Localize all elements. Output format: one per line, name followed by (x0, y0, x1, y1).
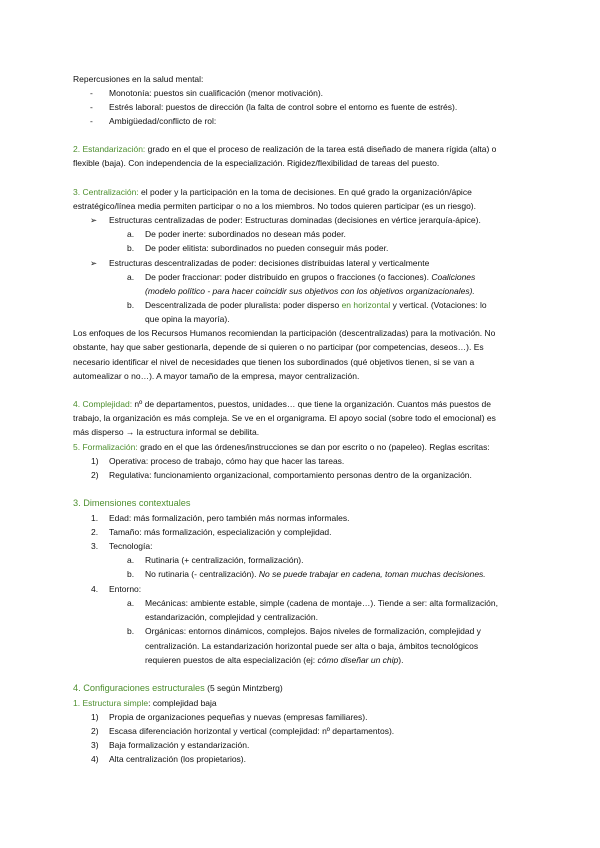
repercusiones-heading: Repercusiones en la salud mental: (73, 74, 204, 84)
dimensiones-heading: 3. Dimensiones contextuales (73, 498, 191, 508)
estandarizacion-label: 2. Estandarización: (73, 144, 146, 154)
decentralized-structures-item: Estructuras descentralizadas de poder: decisiones distribuidas lateral y verticalmente (109, 258, 430, 268)
list-item-text: No rutinaria (- centralización). (145, 569, 257, 579)
list-item (145, 568, 486, 581)
list-marker: a. (127, 555, 135, 565)
centralizacion-paragraph (73, 186, 472, 199)
list-marker: b. (127, 300, 135, 310)
list-marker: a. (127, 229, 135, 239)
list-item-italic: (modelo político - para hacer coincidir sus objetivos con los objetivos organizacionales). (145, 286, 475, 296)
complejidad-label: 4. Complejidad: (73, 399, 133, 409)
centralizacion-label: 3. Centralización: (73, 187, 139, 197)
list-item: Mecánicas: ambiente estable, simple (cadena de montaje…). Tiende a ser: alta formalización, (145, 598, 498, 608)
list-marker: a. (127, 598, 135, 608)
paragraph-text: necesario identificar el nivel de necesidades que tienen los subordinados (qué objetivos tienen, si se van a (73, 357, 475, 367)
list-item-text: requieren puestos de alta especialización (ej: (145, 655, 316, 665)
list-item (145, 271, 475, 284)
list-item: Alta centralización (los propietarios). (109, 754, 247, 764)
list-item-italic: No se puede trabajar en cadena, toman muchas decisiones. (256, 569, 486, 579)
list-item: centralización. La estandarización horizontal puede ser alta o baja, ámbitos tecnológicos (145, 641, 479, 651)
paragraph-text: el poder y la participación en la toma de decisiones. En qué grado la organización/ápice (138, 187, 472, 197)
paragraph-text: estratégico/línea media permiten participar o no a los miembros. No todos quieren participar (es un riesgo). (73, 201, 477, 211)
list-marker: 1) (91, 712, 99, 722)
list-item: Edad: más formalización, pero también más normas informales. (109, 513, 350, 523)
list-marker: 1) (91, 456, 99, 466)
list-item-text: y vertical. (Votaciones: lo (390, 300, 487, 310)
estructura-simple-line (73, 697, 217, 710)
list-item: Tecnología: (109, 541, 153, 551)
list-marker: 4. (91, 584, 99, 594)
list-marker: 2) (91, 470, 99, 480)
list-item: Entorno: (109, 584, 142, 594)
paragraph-text: automealizar o no…). A mayor tamaño de la empresa, mayor centralización. (73, 371, 360, 381)
paragraph-text: grado en el que el proceso de realización de la tarea está diseñado de manera rígida (alta) o (145, 144, 497, 154)
configuraciones-heading-suffix: (5 según Mintzberg) (204, 683, 283, 693)
list-marker: 3. (91, 541, 99, 551)
list-item: Rutinaria (+ centralización, formalización). (145, 555, 304, 565)
list-item: Tamaño: más formalización, especialización y complejidad. (109, 527, 332, 537)
paragraph-text: Los enfoques de los Recursos Humanos recomiendan la participación (descentralizadas) para la motivación. No (73, 328, 496, 338)
list-item: Ambigüedad/conflicto de rol: (109, 116, 217, 126)
list-marker: b. (127, 569, 135, 579)
list-item: Baja formalización y estandarización. (109, 740, 250, 750)
list-item-italic: cómo diseñar un chip (315, 655, 399, 665)
paragraph-text: más disperso → la estructura informal se debilita. (73, 427, 260, 437)
paragraph-text: trabajo, la organización es más compleja. Se ve en el organigrama. El apoyo social (sobre todo el emocional) es (73, 413, 496, 423)
configuraciones-heading-text: 4. Configuraciones estructurales (73, 683, 205, 693)
list-item-text: Descentralizada de poder pluralista: poder disperso (145, 300, 342, 310)
list-item-text: que opina la mayoría). (145, 314, 230, 324)
list-marker: 2. (91, 527, 99, 537)
list-marker: - (90, 116, 93, 126)
configuraciones-heading (73, 682, 283, 695)
list-item: Escasa diferenciación horizontal y vertical (complejidad: nº departamentos). (109, 726, 395, 736)
list-item: estandarización, complejidad y centralización. (145, 612, 318, 622)
complejidad-paragraph (73, 398, 491, 411)
list-item-text: ). (398, 655, 404, 665)
list-item: Estrés laboral: puestos de dirección (la falta de control sobre el entorno es fuente de estrés). (109, 102, 458, 112)
list-marker: 1. (91, 513, 99, 523)
list-item: Propia de organizaciones pequeñas y nuevas (empresas familiares). (109, 712, 368, 722)
list-item: Regulativa: funcionamiento organizacional, comportamiento personas dentro de la organización. (109, 470, 472, 480)
arrow-bullet-icon: ➢ (90, 215, 98, 225)
list-marker: - (90, 88, 93, 98)
list-item (145, 299, 487, 312)
paragraph-text: flexible (baja). Con independencia de la especialización. Rigidez/flexibilidad de tareas del puesto. (73, 158, 440, 168)
paragraph-text: nº de departamentos, puestos, unidades… que tiene la organización. Cuantos más puestos de (132, 399, 491, 409)
list-marker: a. (127, 272, 135, 282)
list-item (145, 654, 403, 667)
paragraph-text: grado en el que las órdenes/instrucciones se dan por escrito o no (papeleo). Reglas escritas: (137, 442, 490, 452)
formalizacion-label: 5. Formalización: (73, 442, 138, 452)
list-item: De poder inerte: subordinados no desean más poder. (145, 229, 346, 239)
list-item-text: De poder fraccionar: poder distribuido en grupos o fracciones (o facciones). (145, 272, 429, 282)
list-item: De poder elitista: subordinados no pueden conseguir más poder. (145, 243, 389, 253)
list-marker: 3) (91, 740, 99, 750)
list-item: Monotonía: puestos sin cualificación (menor motivación). (109, 88, 324, 98)
list-marker: b. (127, 243, 135, 253)
centralized-structures-item: Estructuras centralizadas de poder: Estructuras dominadas (decisiones en vértice jerarquía-ápice). (109, 215, 481, 225)
list-marker: b. (127, 626, 135, 636)
estructura-simple-text: : complejidad baja (148, 698, 217, 708)
list-marker: 2) (91, 726, 99, 736)
estandarizacion-paragraph (73, 143, 496, 156)
paragraph-text: obstante, hay que saber gestionarla, depende de si quieren o no participar (por competencias, deseos…). Es (73, 342, 484, 352)
estructura-simple-label: 1. Estructura simple (73, 698, 149, 708)
list-marker: - (90, 102, 93, 112)
list-item-italic: Coaliciones (428, 272, 476, 282)
list-item-highlight: en horizontal (341, 300, 391, 310)
formalizacion-paragraph (73, 441, 490, 454)
arrow-bullet-icon: ➢ (90, 258, 98, 268)
list-marker: 4) (91, 754, 99, 764)
list-item: Orgánicas: entornos dinámicos, complejos. Bajos niveles de formalización, complejidad y (145, 626, 481, 636)
list-item: Operativa: proceso de trabajo, cómo hay que hacer las tareas. (109, 456, 345, 466)
